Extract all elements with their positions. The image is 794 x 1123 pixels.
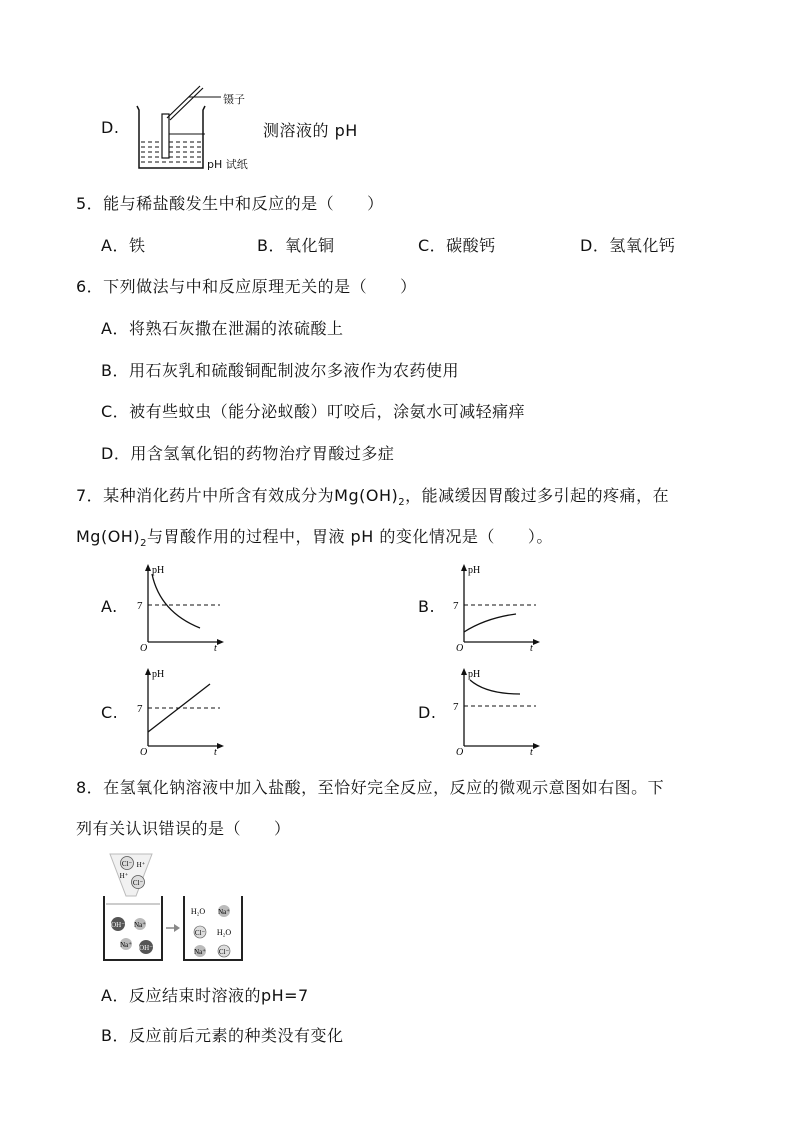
y-arrow <box>461 564 467 571</box>
ion-after-3: Cl⁻ <box>194 929 206 937</box>
ion-before-2: Na⁺ <box>134 921 146 929</box>
x-axis-label: t <box>214 747 217 756</box>
ph-graph-b <box>450 562 542 652</box>
ions-after <box>191 905 232 957</box>
ion-after-2: Na⁺ <box>218 908 230 916</box>
ion-after-4: H₂O <box>216 928 232 937</box>
y-axis-label: pH <box>468 565 481 576</box>
tweezers-label: 镊子 <box>223 93 245 106</box>
ph-curve <box>464 614 516 632</box>
y-arrow <box>461 668 467 675</box>
dropper-ion-2: H⁺ <box>136 861 146 869</box>
ph-curve <box>152 574 200 628</box>
neutralization-micro-diagram <box>100 852 246 964</box>
tweezers-arm-2 <box>170 88 203 120</box>
dropper-ion-3: H⁺ <box>119 872 129 880</box>
reaction-arrow-head <box>174 924 180 932</box>
ion-after-1: H₂O <box>190 907 206 916</box>
ion-before-1: OH⁻ <box>111 921 125 929</box>
q8-line-1: 8．在氢氧化钠溶液中加入盐酸，至恰好完全反应，反应的微观示意图如右图。下 <box>76 778 665 797</box>
x-arrow <box>217 639 224 645</box>
q4-option-d-text: 测溶液的 pH <box>263 121 358 140</box>
y-axis-label: pH <box>468 669 481 680</box>
y-arrow <box>145 668 151 675</box>
q5-option-b: B．氧化铜 <box>257 236 335 255</box>
ion-after-5: Na⁺ <box>194 948 206 956</box>
q6-option-c: C．被有些蚊虫（能分泌蚁酸）叮咬后，涂氨水可减轻痛痒 <box>101 402 526 421</box>
q7-line-2: $Mg(OH)_2$与胃酸作用的过程中，胃液 pH 的变化情况是（ ）。 <box>76 527 553 550</box>
liquid-lines <box>141 142 201 162</box>
q5-option-a: A．铁 <box>101 236 146 255</box>
q7-option-a: A. <box>101 597 118 616</box>
dropper-ion-1: Cl⁻ <box>121 860 133 868</box>
origin-label: O <box>456 747 464 756</box>
dropper-ion-4: Cl⁻ <box>132 879 144 887</box>
ref-value-label: 7 <box>137 703 143 715</box>
origin-label: O <box>140 747 148 756</box>
ph-curve <box>470 680 520 694</box>
tweezers-arm-1 <box>167 86 200 118</box>
q4-option-d-letter: D. <box>101 118 120 137</box>
q5-option-c: C．碳酸钙 <box>418 236 496 255</box>
ph-paper-label: pH 试纸 <box>207 158 248 171</box>
q7-line-1: 7．某种消化药片中所含有效成分为$Mg(OH)_2$，能减缓因胃酸过多引起的疼痛，在 <box>76 486 670 509</box>
ref-value-label: 7 <box>453 600 459 612</box>
q6-option-a: A．将熟石灰撒在泄漏的浓硫酸上 <box>101 319 344 338</box>
q7-option-c: C. <box>101 703 119 722</box>
beaker <box>137 106 205 168</box>
y-axis-label: pH <box>152 565 165 576</box>
ph-graph-c <box>134 666 226 756</box>
ion-after-6: Cl⁻ <box>218 948 230 956</box>
beaker-after <box>184 896 242 960</box>
ions-before <box>111 917 153 954</box>
x-arrow <box>533 639 540 645</box>
ref-value-label: 7 <box>453 701 459 713</box>
q6-option-b: B．用石灰乳和硫酸铜配制波尔多液作为农药使用 <box>101 361 459 380</box>
q6-stem: 6．下列做法与中和反应原理无关的是（ ） <box>76 277 417 296</box>
ion-before-4: OH⁻ <box>139 944 153 952</box>
q6-option-d: D．用含氢氧化铝的药物治疗胃酸过多症 <box>101 444 395 463</box>
origin-label: O <box>456 643 464 652</box>
ph-paper-strip <box>162 114 169 158</box>
q8-option-b: B．反应前后元素的种类没有变化 <box>101 1026 344 1045</box>
ph-graph-a <box>134 562 226 652</box>
ion-before-3: Na⁺ <box>120 941 132 949</box>
origin-label: O <box>140 643 148 652</box>
q5-stem: 5．能与稀盐酸发生中和反应的是（ ） <box>76 194 384 213</box>
x-axis-label: t <box>530 747 533 756</box>
q8-option-a: A．反应结束时溶液的pH=7 <box>101 986 309 1005</box>
q7-option-d: D. <box>418 703 437 722</box>
x-arrow <box>533 743 540 749</box>
q7-option-b: B. <box>418 597 436 616</box>
x-arrow <box>217 743 224 749</box>
x-axis-label: t <box>530 643 533 652</box>
x-axis-label: t <box>214 643 217 652</box>
q5-option-d: D．氢氧化钙 <box>580 236 676 255</box>
y-axis-label: pH <box>152 669 165 680</box>
q8-line-2: 列有关认识错误的是（ ） <box>76 819 291 838</box>
ref-value-label: 7 <box>137 600 143 612</box>
ph-graph-d <box>450 666 542 756</box>
y-arrow <box>145 564 151 571</box>
